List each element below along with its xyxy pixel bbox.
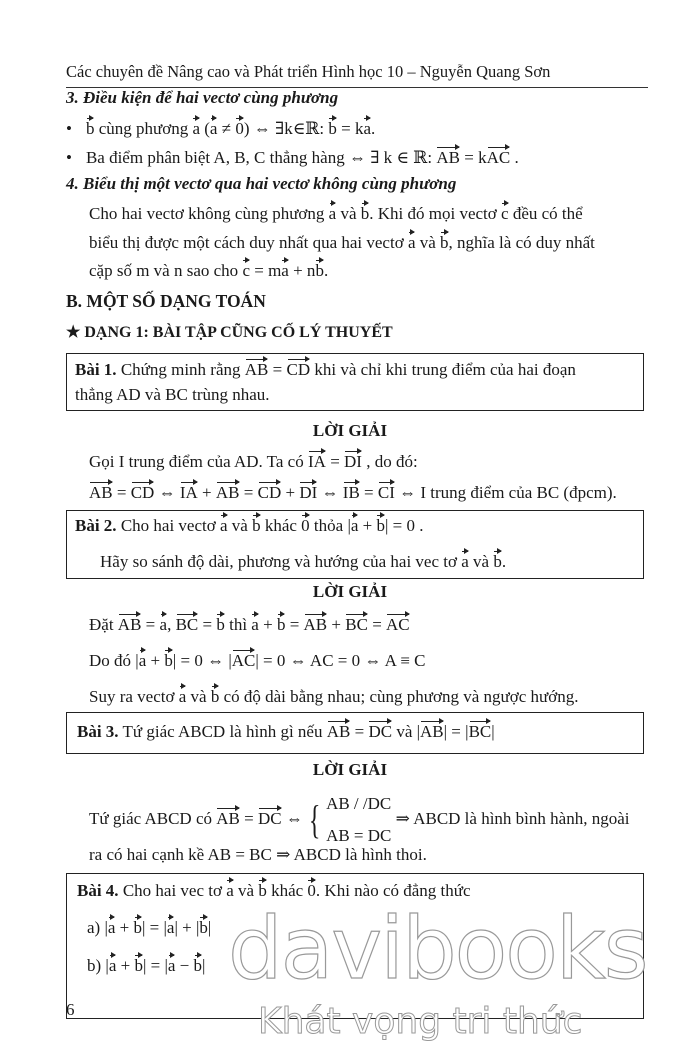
- system-eq-1: AB / /DC: [326, 794, 392, 813]
- vector-b: b: [440, 233, 449, 252]
- text-run: và: [227, 516, 253, 535]
- vector-b: b: [360, 204, 370, 223]
- vector-a: a: [226, 881, 234, 900]
- vector-b: b: [85, 119, 95, 138]
- text-run: và |: [392, 722, 421, 741]
- exercise-4-part-b: [87, 954, 205, 976]
- vector-0: 0: [301, 516, 310, 535]
- vector-a: a: [167, 956, 176, 975]
- solution-2-line-2: [89, 649, 425, 671]
- vector-a: a: [461, 552, 469, 571]
- text-run: khác: [266, 881, 308, 900]
- text-run: .: [323, 261, 329, 280]
- vector-BC: BC: [175, 615, 199, 634]
- text-run: Suy ra vectơ: [89, 687, 179, 706]
- vector-a: a: [178, 687, 187, 706]
- vector-b: b: [199, 918, 208, 937]
- text-run: và: [336, 204, 361, 223]
- vector-AB: AB: [420, 722, 444, 741]
- vector-DC: DC: [257, 809, 282, 829]
- text-run: | = 0 .: [384, 516, 424, 535]
- vector-AB: AB: [436, 148, 460, 167]
- vector-b: b: [133, 918, 143, 937]
- text-run: =: [198, 615, 217, 634]
- text-run: Gọi I trung điểm của AD. Ta có: [89, 452, 308, 471]
- section-4-line-1: [89, 202, 583, 224]
- page-number: 6: [66, 1000, 75, 1019]
- text-run: ⇔ I trung điểm của BC (đpcm).: [394, 483, 617, 502]
- bullet-2-text: [86, 148, 519, 167]
- text-run: +: [197, 483, 216, 502]
- text-run: +: [146, 651, 165, 670]
- text-run: |: [491, 722, 495, 741]
- vector-IA: IA: [179, 483, 198, 502]
- vector-AB: AB: [89, 483, 113, 502]
- text-run: cùng phương: [94, 119, 193, 138]
- exercise-4-label: Bài 4.: [77, 881, 119, 900]
- text-run: . Khi đó mọi vectơ: [369, 204, 502, 223]
- star-icon: ★: [66, 324, 85, 341]
- vector-a: a: [281, 261, 289, 280]
- text-run: Cho hai vec tơ: [118, 881, 227, 900]
- vector-AB: AB: [117, 615, 142, 634]
- vector-AC: AC: [486, 148, 511, 167]
- exercise-3-text: [119, 722, 495, 741]
- vector-BC: BC: [468, 722, 492, 741]
- text-run: thỏa |: [309, 516, 351, 535]
- vector-DI: DI: [344, 452, 362, 471]
- equation-system: [326, 788, 391, 853]
- vector-a: a: [138, 651, 147, 670]
- vector-b: b: [493, 552, 502, 571]
- text-run: ⇔: [281, 809, 303, 829]
- text-run: +: [327, 615, 346, 634]
- solution-2-line-3: [89, 685, 578, 707]
- vector-b: b: [210, 687, 220, 706]
- text-run: .: [501, 552, 507, 571]
- vector-b: b: [164, 651, 173, 670]
- running-header: Các chuyên đề Nâng cao và Phát triển Hình học 10 – Nguyễn Quang Sơn: [66, 62, 551, 81]
- text-run: Do đó |: [89, 651, 139, 670]
- vector-b: b: [276, 615, 286, 634]
- vector-a: a: [328, 204, 337, 223]
- vector-a: a: [166, 918, 175, 937]
- text-run: đều có thể: [508, 204, 583, 223]
- exercise-3-label: Bài 3.: [77, 722, 119, 741]
- text-run: , do đó:: [361, 452, 418, 471]
- text-run: ,: [167, 615, 176, 634]
- exercise-1-line-2: [75, 385, 270, 405]
- text-run: ) ⇔ ∃k∈ℝ:: [243, 119, 329, 138]
- text-run: −: [175, 956, 194, 975]
- text-run: |: [207, 918, 212, 937]
- text-run: | = |: [142, 918, 167, 937]
- text-run: Cho hai vectơ không cùng phương: [89, 204, 329, 223]
- vector-b: b: [315, 261, 324, 280]
- bullet-2: • Ba điểm phân biệt A, B, C thẳng hàng ⇔ ∃ k ∈ ℝ: AB = kAC .: [66, 148, 519, 167]
- exercise-1-label: Bài 1.: [75, 360, 117, 379]
- watermark-slogan: Khát vọng tri thức: [258, 1001, 583, 1042]
- text-run: .: [371, 119, 376, 138]
- text-run: =: [367, 615, 387, 634]
- text-run: | = 0 ⇔ |: [172, 651, 232, 670]
- section-b-title: B. MỘT SỐ DẠNG TOÁN: [66, 291, 266, 311]
- text-run: + n: [288, 261, 316, 280]
- solution-2-line-1: [89, 613, 410, 635]
- text-run: . Khi nào có đẳng thức: [315, 881, 471, 900]
- dang-1-title: [66, 322, 393, 342]
- text-run: +: [358, 516, 377, 535]
- text-run: a) |: [87, 918, 108, 937]
- dang-1-label: DẠNG 1: BÀI TẬP CŨNG CỐ LÝ THUYẾT: [84, 324, 393, 341]
- text-run: = k: [336, 119, 364, 138]
- vector-AC: AC: [231, 651, 256, 670]
- vector-AB: AB: [215, 483, 240, 502]
- vector-AB: AB: [244, 360, 269, 379]
- solution-3-line-1: [89, 788, 629, 853]
- text-run: =: [239, 483, 258, 502]
- vector-a: a: [363, 119, 372, 138]
- vector-IA: IA: [307, 452, 326, 471]
- vector-a: a: [251, 615, 259, 634]
- bullet-1: • b cùng phương a (a ≠ 0) ⇔ ∃k∈ℝ: b = ka.: [66, 119, 376, 138]
- vector-CD: CD: [130, 483, 155, 502]
- vector-a: a: [192, 119, 200, 138]
- text-run: +: [281, 483, 300, 502]
- text-run: biểu thị được một cách duy nhất qua hai vectơ: [89, 233, 408, 252]
- vector-b: b: [328, 119, 337, 138]
- solution-1-line-1: [89, 450, 418, 472]
- solution-heading-3: LỜI GIẢI: [312, 760, 388, 779]
- text-run: Chứng minh rằng: [116, 360, 245, 379]
- text-run: (: [200, 119, 210, 138]
- vector-AB: AB: [326, 722, 351, 741]
- text-run: =: [112, 483, 131, 502]
- text-run: =: [141, 615, 160, 634]
- vector-AC: AC: [386, 615, 410, 634]
- text-run: | = |: [443, 722, 469, 741]
- vector-b: b: [252, 516, 261, 535]
- vector-a: a: [219, 516, 228, 535]
- text-run: Tứ giác ABCD có: [89, 809, 217, 829]
- text-run: = k: [459, 148, 487, 167]
- vector-a: a: [350, 516, 359, 535]
- vector-CD: CD: [257, 483, 282, 502]
- exercise-2-line-2: [100, 550, 506, 572]
- text-run: cặp số m và n sao cho: [89, 261, 243, 280]
- exercise-1-text: [117, 360, 576, 379]
- exercise-2-text: [117, 516, 424, 535]
- text-run: và: [415, 233, 441, 252]
- text-run: =: [325, 452, 345, 471]
- vector-c: c: [501, 204, 509, 223]
- solution-3-pre: [89, 809, 303, 828]
- text-run: và: [186, 687, 211, 706]
- text-run: b) |: [87, 956, 109, 975]
- text-run: +: [258, 615, 277, 634]
- solution-3-line-2: [89, 845, 427, 865]
- text-run: Hãy so sánh độ dài, phương và hướng của hai vec tơ: [100, 552, 462, 571]
- watermark-brand: davibooks: [228, 899, 647, 999]
- section-4-line-2: [89, 231, 595, 253]
- text-run: | = 0 ⇔ AC = 0 ⇔ A ≡ C: [255, 651, 426, 670]
- text-run: .: [510, 148, 519, 167]
- vector-CI: CI: [377, 483, 395, 502]
- vector-AB: AB: [303, 615, 328, 634]
- text-run: Ba điểm phân biệt A, B, C thẳng hàng ⇔ ∃ k ∈ ℝ:: [85, 148, 437, 167]
- text-run: Tứ giác ABCD là hình gì nếu: [118, 722, 327, 741]
- section-3-title: 3. Điều kiện để hai vectơ cùng phương: [66, 88, 339, 107]
- text-run: ≠: [217, 119, 236, 138]
- exercise-2-line-1: [75, 514, 423, 536]
- vector-0: 0: [307, 881, 316, 900]
- vector-b: b: [216, 615, 225, 634]
- vector-b: b: [376, 516, 385, 535]
- text-run: =: [285, 615, 304, 634]
- text-run: | + |: [174, 918, 200, 937]
- text-run: |: [202, 956, 206, 975]
- solution-1-line-2: [89, 481, 617, 503]
- text-run: = m: [249, 261, 282, 280]
- text-run: khác: [260, 516, 302, 535]
- vector-0: 0: [235, 119, 244, 138]
- vector-CD: CD: [286, 360, 311, 379]
- text-run: =: [239, 809, 258, 829]
- text-run: +: [115, 918, 134, 937]
- vector-a: a: [209, 119, 218, 138]
- text-run: Cho hai vectơ: [116, 516, 220, 535]
- vector-DC: DC: [368, 722, 393, 741]
- vector-b: b: [193, 956, 203, 975]
- section-4-line-3: [89, 259, 328, 281]
- text-run: =: [359, 483, 378, 502]
- text-run: ⇔: [317, 483, 343, 502]
- text-run: , nghĩa là có duy nhất: [448, 233, 595, 252]
- text-run: và: [468, 552, 494, 571]
- text-run: thẳng AD và BC trùng nhau.: [75, 385, 270, 404]
- bullet-1-text: [86, 119, 375, 138]
- exercise-3-line-1: [77, 720, 495, 742]
- brace-symbol: {: [308, 797, 321, 843]
- exercise-4-text: [119, 881, 471, 900]
- solution-heading-2: LỜI GIẢI: [312, 582, 388, 601]
- vector-BC: BC: [345, 615, 368, 634]
- vector-a: a: [107, 918, 116, 937]
- vector-AB: AB: [216, 809, 240, 829]
- solution-heading-1: LỜI GIẢI: [312, 421, 388, 440]
- vector-b: b: [258, 881, 267, 900]
- text-run: | = |: [142, 956, 168, 975]
- text-run: =: [268, 360, 287, 379]
- text-run: có độ dài bằng nhau; cùng phương và ngược hướng.: [219, 687, 579, 706]
- vector-c: c: [242, 261, 250, 280]
- vector-a: a: [159, 615, 168, 634]
- text-run: khi và chỉ khi trung điểm của hai đoạn: [310, 360, 576, 379]
- vector-IB: IB: [342, 483, 360, 502]
- exercise-4-line-1: [77, 879, 471, 901]
- section-4-title: 4. Biểu thị một vectơ qua hai vectơ không cùng phương: [66, 174, 457, 193]
- vector-b: b: [134, 956, 143, 975]
- vector-a: a: [407, 233, 416, 252]
- vector-DI: DI: [299, 483, 318, 502]
- exercise-2-label: Bài 2.: [75, 516, 117, 535]
- text-run: +: [116, 956, 135, 975]
- text-run: ⇔: [154, 483, 180, 502]
- text-run: thì: [224, 615, 252, 634]
- exercise-4-part-a: [87, 916, 211, 938]
- text-run: và: [233, 881, 259, 900]
- exercise-1-line-1: [75, 358, 576, 380]
- vector-a: a: [108, 956, 117, 975]
- system-eq-2: AB = DC: [326, 826, 392, 846]
- text-run: =: [350, 722, 369, 741]
- text-run: ra có hai cạnh kề AB = BC ⇒ ABCD là hình thoi.: [89, 845, 427, 864]
- text-run: Đặt: [89, 615, 118, 634]
- solution-3-post: ⇒ ABCD là hình bình hành, ngoài: [395, 809, 630, 829]
